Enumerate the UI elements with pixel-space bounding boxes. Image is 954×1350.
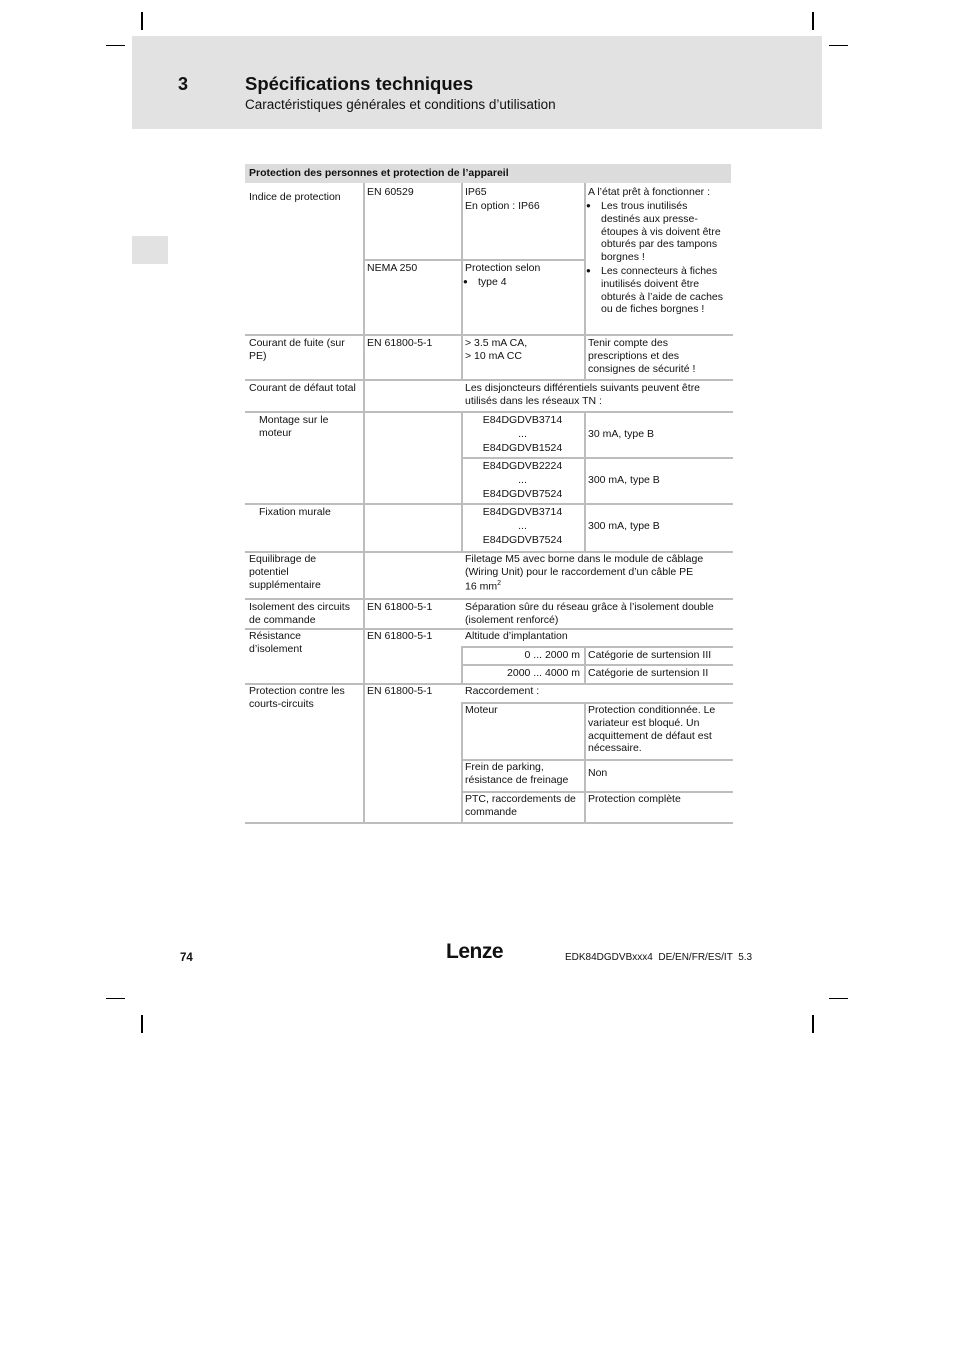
- short-circuit-r2-prot: Non: [588, 767, 608, 779]
- protection-std-nema250: NEMA 250: [367, 262, 418, 274]
- insulation-heading: Altitude d’implantation: [465, 630, 568, 642]
- control-isolation-std: EN 61800-5-1: [367, 601, 433, 613]
- equipotential-cable-size-value: 16 mm: [465, 580, 498, 593]
- short-circuit-r2-conn: Frein de parking, résistance de freinage: [465, 761, 569, 786]
- table-divider: [461, 457, 733, 459]
- fault-wall-sep: ...: [518, 520, 527, 532]
- protection-std-en60529: EN 60529: [367, 186, 414, 198]
- protection-note-list: [585, 200, 725, 316]
- fault-wall-to: E84DGDVB7524: [482, 534, 563, 546]
- fault-wall-val: 300 mA, type B: [588, 520, 660, 532]
- table-divider: [245, 379, 733, 381]
- insulation-label: Résistance d’isolement: [249, 630, 303, 655]
- protection-val-ip66-option: En option : IP66: [465, 200, 540, 212]
- short-circuit-r3-conn: PTC, raccordements de commande: [465, 793, 576, 818]
- short-circuit-heading: Raccordement :: [465, 685, 540, 697]
- chapter-title: Spécifications techniques: [245, 73, 474, 94]
- list-item: ● type 4: [462, 276, 583, 289]
- control-isolation-label: Isolement des circuits de commande: [249, 601, 350, 626]
- protection-note-intro: A l’état prêt à fonctionner :: [588, 186, 710, 198]
- spec-table: [245, 164, 733, 824]
- fault-current-text: Les disjoncteurs différentiels suivants peuvent être utilisés dans les réseaux TN :: [465, 382, 701, 407]
- table-divider: [245, 503, 733, 505]
- table-divider: [245, 822, 733, 824]
- table-divider: [245, 598, 733, 600]
- side-tab-marker: [132, 236, 168, 264]
- insulation-r1-category: Catégorie de surtension III: [588, 649, 712, 661]
- chapter-header: [132, 36, 822, 129]
- table-divider: [363, 259, 585, 261]
- insulation-r2-category: Catégorie de surtension II: [588, 667, 709, 679]
- leakage-std: EN 61800-5-1: [367, 337, 433, 349]
- chapter-number: 3: [178, 74, 189, 94]
- leakage-val-ac: > 3.5 mA CA,: [465, 337, 528, 349]
- insulation-std: EN 61800-5-1: [367, 630, 433, 642]
- list-item: ● Les connecteurs à fiches inutilisés doivent être obturés à l’aide de caches ou de fiches borgnes !: [585, 265, 725, 316]
- insulation-r1-altitude: 0 ... 2000 m: [524, 649, 580, 661]
- table-divider: [245, 334, 733, 336]
- fault-motor-r1-sep: ...: [518, 428, 527, 440]
- fault-motor-r2-sep: ...: [518, 474, 527, 486]
- short-circuit-std: EN 61800-5-1: [367, 685, 433, 697]
- crop-mark: [812, 1015, 814, 1033]
- leakage-val-dc: > 10 mA CC: [465, 350, 522, 362]
- crop-mark: [141, 1015, 143, 1033]
- fault-motor-r2-from: E84DGDVB2224: [482, 460, 563, 472]
- crop-mark: [106, 45, 125, 46]
- fault-motor-r1-from: E84DGDVB3714: [482, 414, 563, 426]
- protection-val-nema: Protection selon: [465, 262, 541, 274]
- fault-current-label: Courant de défaut total: [249, 382, 356, 394]
- equipotential-label: Equilibrage de potentiel supplémentaire: [249, 553, 321, 591]
- leakage-note: Tenir compte des prescriptions et des consignes de sécurité !: [588, 337, 696, 375]
- lenze-logo: Lenze: [446, 940, 504, 963]
- control-isolation-text: Séparation sûre du réseau grâce à l’isolement double (isolement renforcé): [465, 601, 714, 626]
- short-circuit-label: Protection contre les courts-circuits: [249, 685, 345, 710]
- fault-wall-from: E84DGDVB3714: [482, 506, 563, 518]
- short-circuit-r1-conn: Moteur: [465, 704, 498, 716]
- protection-label: Indice de protection: [249, 191, 341, 203]
- leakage-label: Courant de fuite (sur PE): [249, 337, 345, 362]
- crop-mark: [829, 998, 848, 999]
- crop-mark: [106, 998, 125, 999]
- chapter-subtitle: Caractéristiques générales et conditions d’utilisation: [245, 97, 556, 112]
- crop-mark: [812, 12, 814, 30]
- table-divider: [461, 664, 733, 666]
- fault-wall-label: Fixation murale: [259, 506, 331, 518]
- short-circuit-r3-prot: Protection complète: [588, 793, 681, 805]
- fault-motor-r1-val: 30 mA, type B: [588, 428, 654, 440]
- crop-mark: [141, 12, 143, 30]
- document-reference: EDK84DGDVBxxx4 DE/EN/FR/ES/IT 5.3: [565, 952, 753, 963]
- page-number: 74: [180, 952, 193, 964]
- fault-motor-r2-val: 300 mA, type B: [588, 474, 660, 486]
- list-item: ● Les trous inutilisés destinés aux presse-étoupes à vis doivent être obturés par des tampons borgnes !: [585, 200, 725, 264]
- crop-mark: [829, 45, 848, 46]
- fault-motor-label: Montage sur le moteur: [259, 414, 329, 439]
- equipotential-superscript: 2: [497, 580, 501, 587]
- protection-type-list: [462, 276, 583, 289]
- table-divider: [245, 411, 733, 413]
- protection-val-ip65: IP65: [465, 186, 487, 198]
- short-circuit-r1-prot: Protection conditionnée. Le variateur est bloqué. Un acquittement de défaut est nécessaire.: [588, 704, 716, 755]
- table-divider: [461, 646, 733, 648]
- insulation-r2-altitude: 2000 ... 4000 m: [507, 667, 580, 679]
- fault-motor-r2-to: E84DGDVB7524: [482, 488, 563, 500]
- fault-motor-r1-to: E84DGDVB1524: [482, 442, 563, 454]
- equipotential-cable-size: [462, 578, 583, 593]
- table-title: Protection des personnes et protection de l’appareil: [245, 164, 731, 183]
- equipotential-text: Filetage M5 avec borne dans le module de câblage (Wiring Unit) pour le raccordement d’un câble PE: [465, 553, 704, 578]
